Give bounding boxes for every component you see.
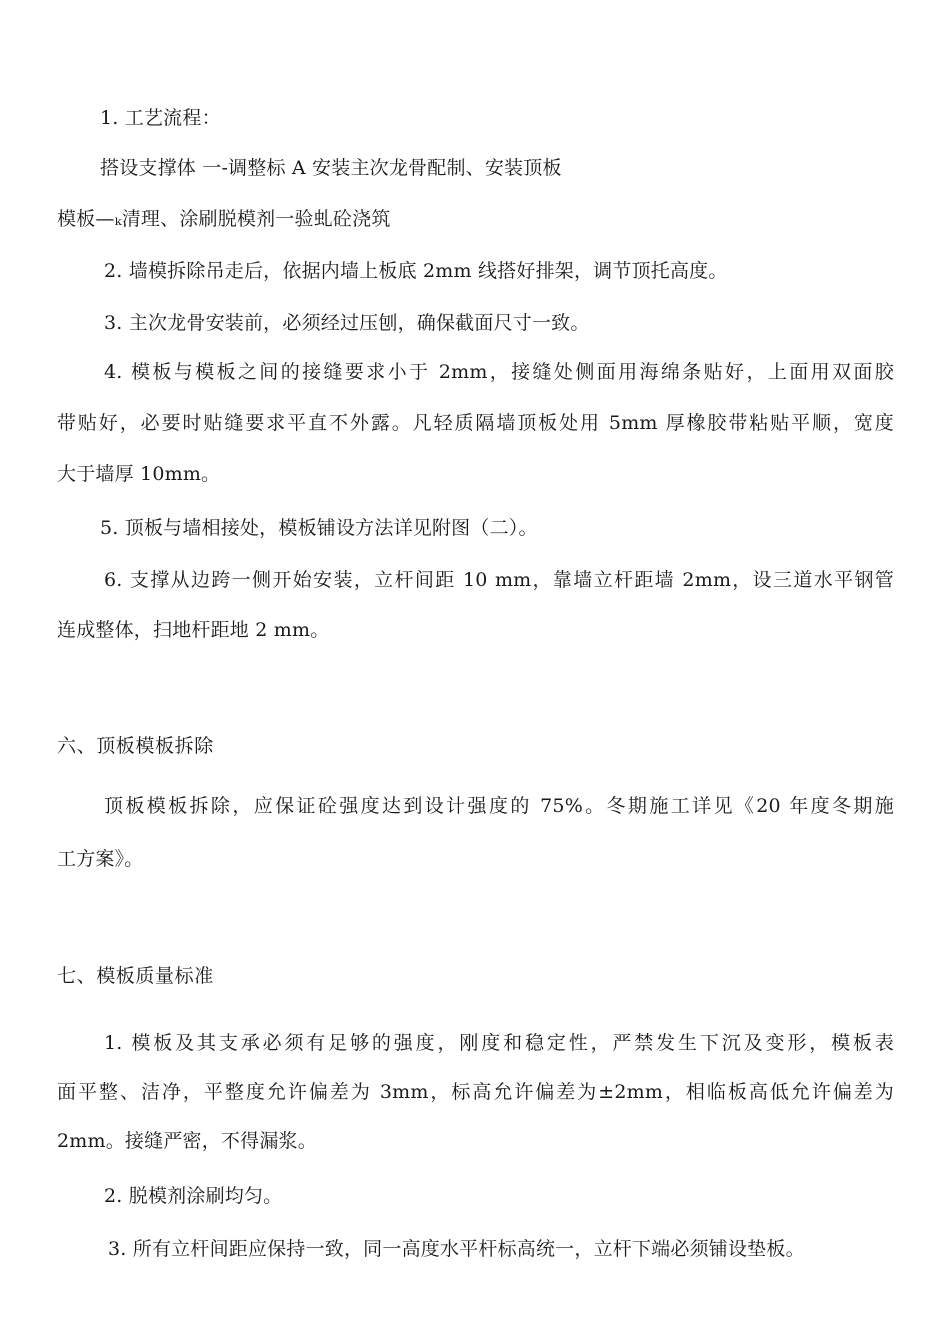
- standard-1-line-3: 2mm。接缝严密，不得漏浆。: [57, 1130, 317, 1152]
- standard-3-paragraph: 3. 所有立杆间距应保持一致，同一高度水平杆标高统一，立杆下端必须铺设垫板。: [108, 1238, 805, 1260]
- standard-1-line-2: 面平整、洁净，平整度允许偏差为 3mm，标高允许偏差为±2mm，相临板高低允许偏差为: [57, 1081, 894, 1103]
- section-6-heading: 六、顶板模板拆除: [57, 735, 214, 757]
- step-1-flow-line-1: 搭设支撑体 一-调整标 A 安装主次龙骨配制、安装顶板: [100, 157, 562, 179]
- step-2-paragraph: 2. 墙模拆除吊走后，依据内墙上板底 2mm 线搭好排架，调节顶托高度。: [104, 260, 728, 282]
- step-5-paragraph: 5. 顶板与墙相接处，模板铺设方法详见附图（二）。: [100, 517, 538, 539]
- section-6-paragraph-line-2: 工方案》。: [57, 848, 144, 870]
- step-6-line-2: 连成整体，扫地杆距地 2 mm。: [57, 619, 330, 641]
- section-6-paragraph-line-1: 顶板模板拆除，应保证砼强度达到设计强度的 75%。冬期施工详见《20 年度冬期施: [104, 795, 894, 817]
- step-1-flow-line-2: 模板—ₖ清理、涂刷脱模剂一验虬砼浇筑: [57, 208, 391, 230]
- standard-1-line-1: 1. 模板及其支承必须有足够的强度，刚度和稳定性，严禁发生下沉及变形，模板表: [104, 1032, 894, 1054]
- step-4-line-3: 大于墙厚 10mm。: [57, 463, 221, 485]
- standard-2-paragraph: 2. 脱模剂涂刷均匀。: [104, 1185, 283, 1207]
- step-4-line-2: 带贴好，必要时贴缝要求平直不外露。凡轻质隔墙顶板处用 5mm 厚橡胶带粘贴平顺，宽度: [57, 412, 894, 434]
- step-1-title: 1. 工艺流程：: [100, 107, 221, 129]
- step-4-line-1: 4. 模板与模板之间的接缝要求小于 2mm，接缝处侧面用海绵条贴好，上面用双面胶: [104, 361, 894, 383]
- step-3-paragraph: 3. 主次龙骨安装前，必须经过压刨，确保截面尺寸一致。: [104, 312, 590, 334]
- step-6-line-1: 6. 支撑从边跨一侧开始安装，立杆间距 10 mm，靠墙立杆距墙 2mm，设三道水平钢管: [104, 569, 894, 591]
- section-7-heading: 七、模板质量标准: [57, 965, 214, 987]
